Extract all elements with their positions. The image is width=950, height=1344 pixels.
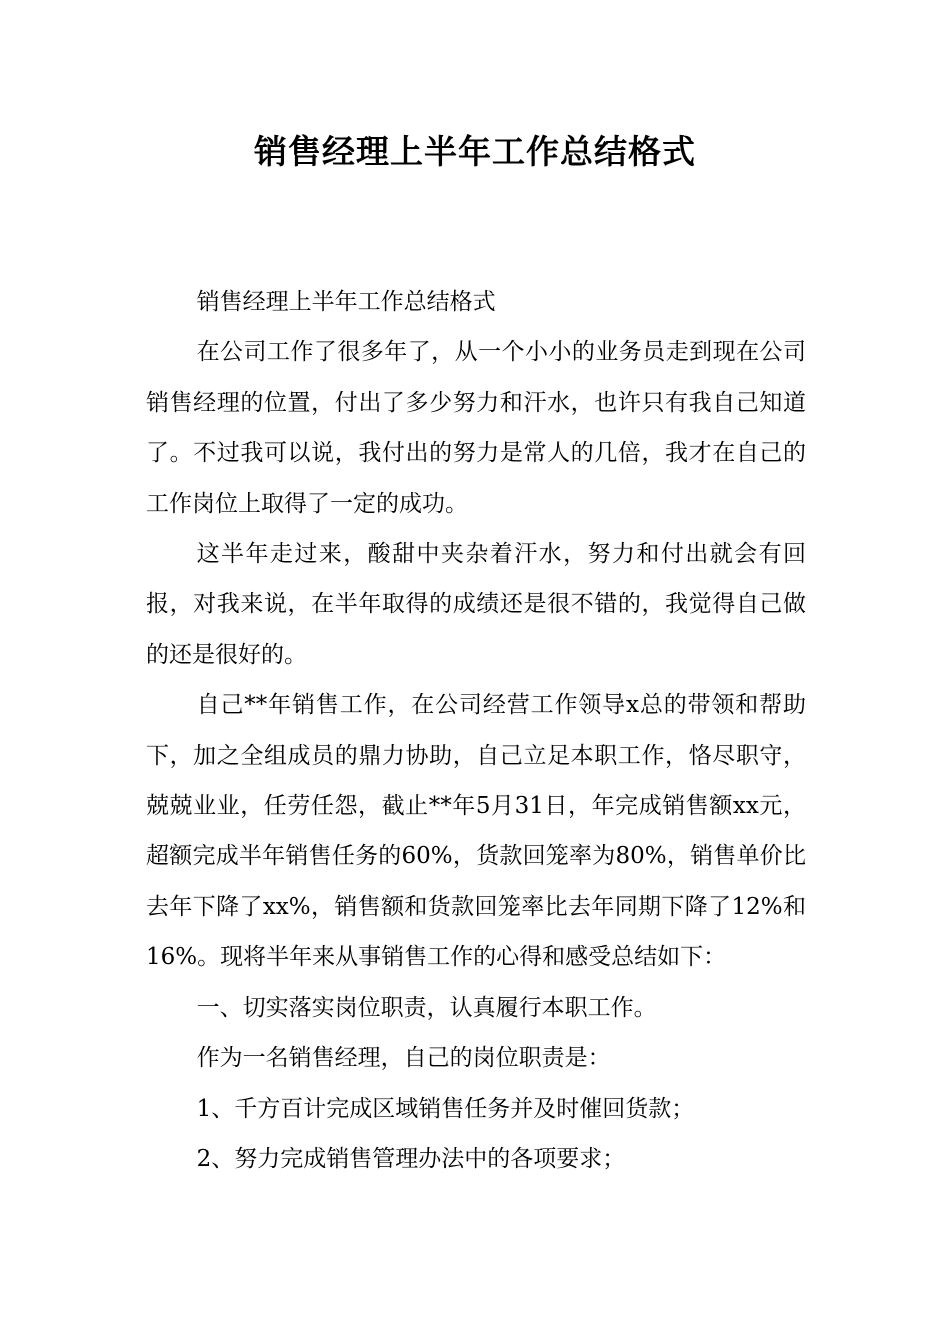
paragraph-subtitle: 销售经理上半年工作总结格式	[196, 289, 496, 315]
document-body	[146, 277, 806, 1184]
section-heading-1: 一、切实落实岗位职责，认真履行本职工作。	[196, 994, 657, 1021]
paragraph-duties-intro: 作为一名销售经理，自己的岗位职责是：	[196, 1045, 611, 1072]
paragraph-sales-results: 自己**年销售工作，在公司经营工作领导x总的带领和帮助下，加之全组成员的鼎力协助，自己立足本职工作，恪尽职守，兢兢业业，任劳任怨，截止**年5月31日，年完成销售额xx元，超额完成半年销售任务的60%，货款回笼率为80%，销售单价比去年下降了xx%，销售额和货款回笼率比去年同期下降了12%和16%。现将半年来从事销售工作的心得和感受总结如下：	[146, 692, 806, 971]
list-item-duty-2: 2、努力完成销售管理办法中的各项要求；	[196, 1145, 626, 1172]
list-item-duty-1: 1、千方百计完成区域销售任务并及时催回货款；	[196, 1095, 695, 1122]
document-title: 销售经理上半年工作总结格式	[254, 132, 696, 171]
paragraph-intro: 在公司工作了很多年了，从一个小小的业务员走到现在公司销售经理的位置，付出了多少努力和汗水，也许只有我自己知道了。不过我可以说，我付出的努力是常人的几倍，我才在自己的工作岗位上取得了一定的成功。	[146, 339, 806, 517]
paragraph-half-year: 这半年走过来，酸甜中夹杂着汗水，努力和付出就会有回报，对我来说，在半年取得的成绩还是很不错的，我觉得自己做的还是很好的。	[146, 541, 806, 668]
